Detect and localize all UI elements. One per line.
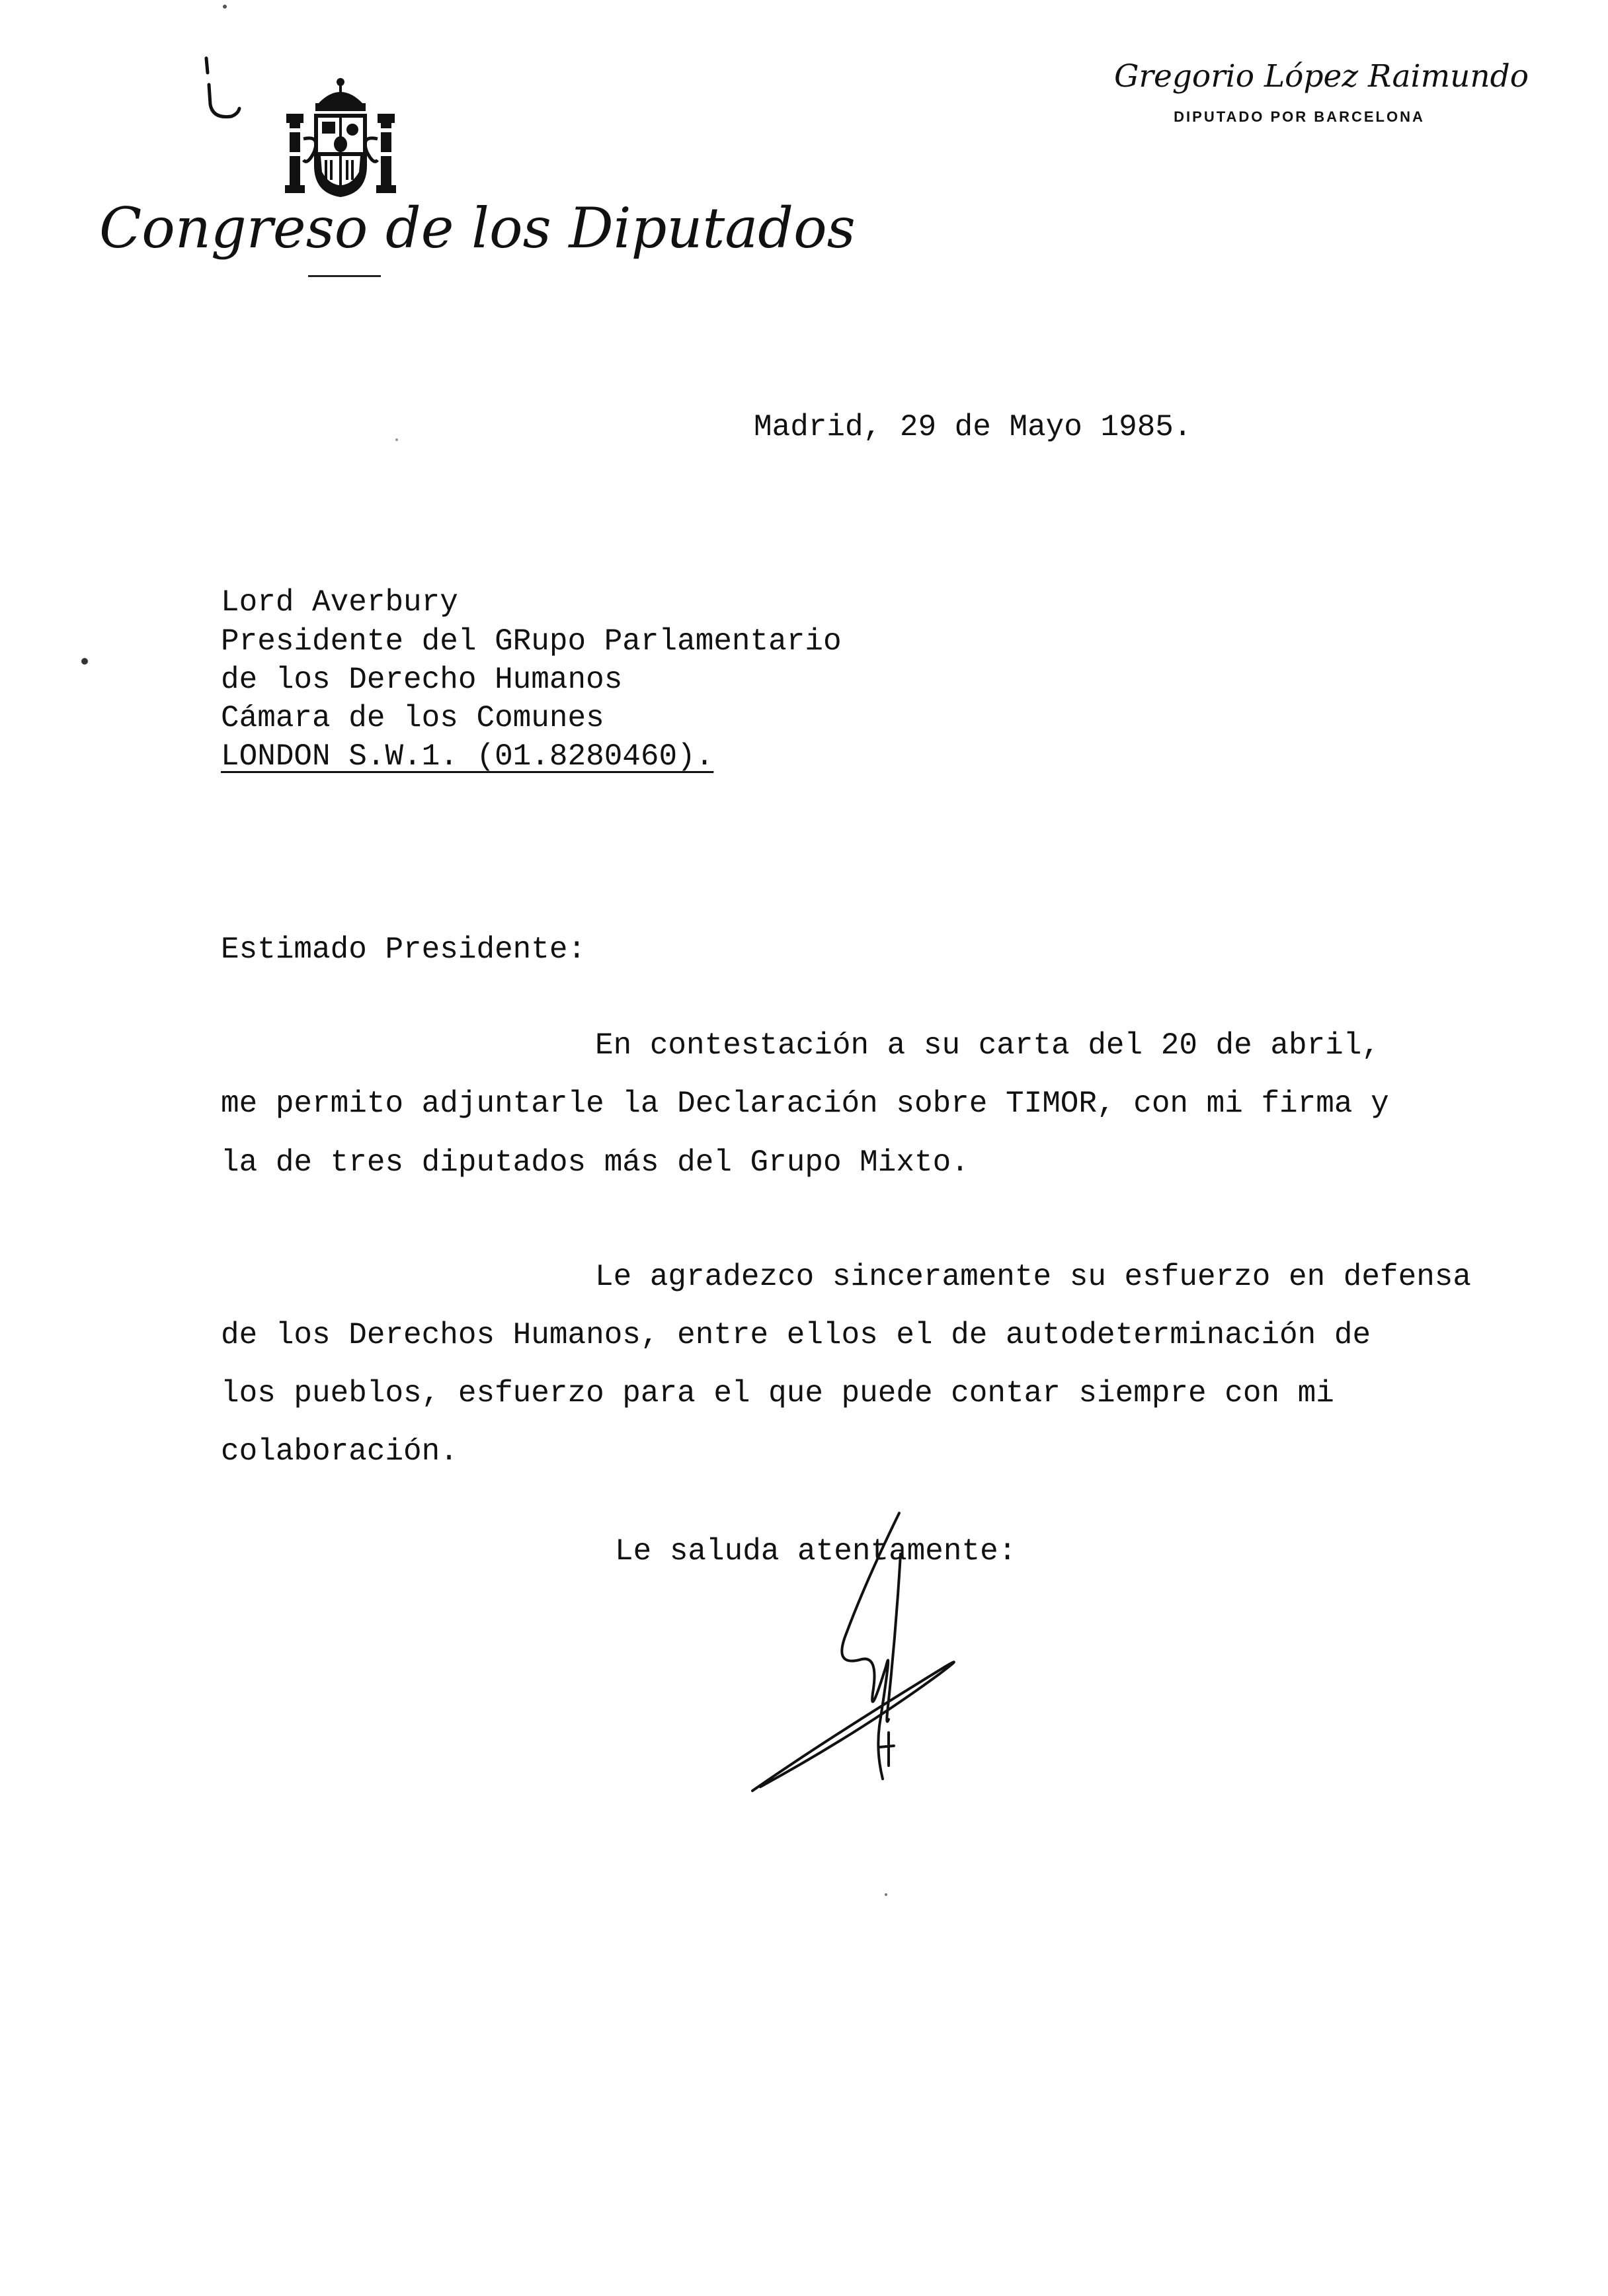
institution-underline — [308, 275, 381, 277]
recipient-line: Presidente del GRupo Parlamentario — [221, 624, 842, 659]
recipient-line: Cámara de los Comunes — [221, 701, 604, 735]
body-line: de los Derechos Humanos, entre ellos el de autodeterminación de — [221, 1318, 1371, 1352]
closing: Le saluda atentamente: — [615, 1534, 1017, 1569]
institution-name: Congreso de los Diputados — [99, 196, 856, 261]
recipient-address-line: LONDON S.W.1. (01.8280460). — [221, 739, 714, 774]
salutation: Estimado Presidente: — [221, 932, 586, 967]
institution-block — [99, 192, 856, 271]
body-line: colaboración. — [221, 1434, 458, 1469]
body-line: la de tres diputados más del Grupo Mixto. — [221, 1145, 969, 1180]
handwritten-mark — [198, 53, 245, 132]
signature — [747, 1501, 965, 1805]
body-line: Le agradezco sinceramente su esfuerzo en defensa — [595, 1260, 1472, 1294]
body-line: En contestación a su carta del 20 de abril, — [595, 1028, 1380, 1063]
coat-of-arms-icon — [281, 73, 400, 202]
date-line: Madrid, 29 de Mayo 1985. — [754, 410, 1192, 444]
recipient-line: Lord Averbury — [221, 585, 458, 620]
sender-name: Gregorio López Raimundo — [1114, 58, 1529, 95]
body-line: me permito adjuntarle la Declaración sobre TIMOR, con mi firma y — [221, 1086, 1389, 1121]
body-line: los pueblos, esfuerzo para el que puede contar siempre con mi — [221, 1376, 1334, 1411]
sender-role: DIPUTADO POR BARCELONA — [1174, 108, 1425, 125]
recipient-line: de los Derecho Humanos — [221, 663, 623, 697]
